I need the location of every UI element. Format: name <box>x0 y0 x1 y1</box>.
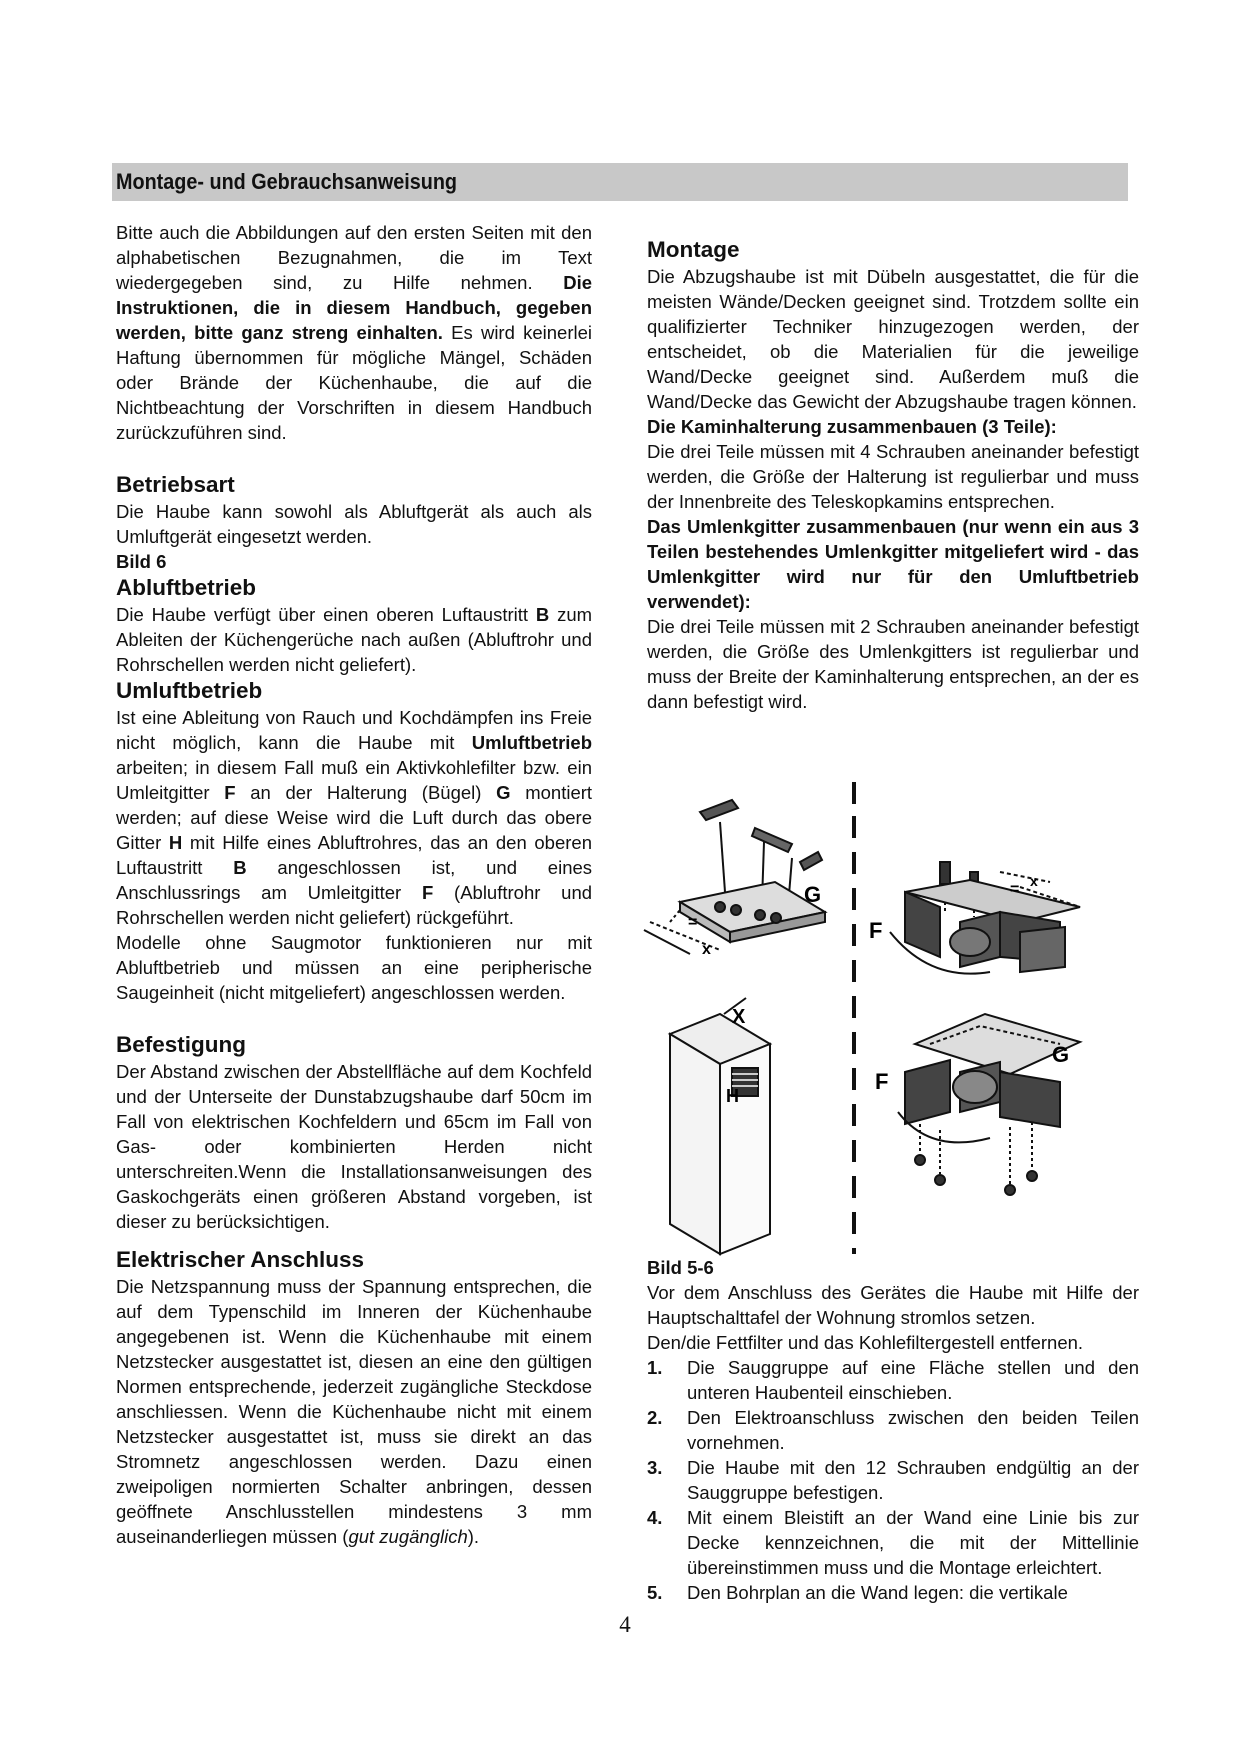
left-column <box>116 220 592 1549</box>
page-title: Montage- und Gebrauchsanweisung <box>116 169 458 194</box>
caption-bild-5-6: Bild 5-6 <box>647 1257 714 1278</box>
heading-umlenkgitter: Das Umlenkgitter zusammenbauen (nur wenn ein aus 3 Teilen bestehendes Umlenkgitter mitgeliefert wird - das Umlenkgitter wird nur für den Umluftbetrieb verwendet): <box>647 516 1139 612</box>
chimney-bracket-drawing <box>644 800 825 954</box>
caption-bild-6: Bild 6 <box>116 551 167 572</box>
step-4: 4. Mit einem Bleistift an der Wand eine Linie bis zur Decke kennzeichnen, die mit der Mittellinie übereinstimmen muss und die Montage erleichtert. <box>647 1507 1139 1578</box>
betriebsart-text: Die Haube kann sowohl als Abluftgerät als auch als Umluftgerät eingesetzt werden. <box>116 501 592 547</box>
kaminhalterung-text: Die drei Teile müssen mit 4 Schrauben aneinander befestigt werden, die Größe der Halterung ist regulierbar und muss der Innenbreite des Teleskopkamins entsprechen. <box>647 441 1139 512</box>
dimension-x-label-left: x <box>702 941 711 958</box>
heading-befestigung: Befestigung <box>116 1032 247 1057</box>
step-2: 2. Den Elektroanschluss zwischen den beiden Teilen vornehmen. <box>647 1407 1139 1453</box>
heading-elektrischer-anschluss: Elektrischer Anschluss <box>116 1247 365 1272</box>
right-column <box>647 236 1139 714</box>
dimension-x-label-right: x <box>1030 873 1038 889</box>
umlenkgitter-text: Die drei Teile müssen mit 2 Schrauben aneinander befestigt werden, die Größe des Umlenkgitters ist regulierbar und muss der Breite der Kaminhalterung entsprechen, an der es dann befestigt wird. <box>647 616 1139 712</box>
heading-montage: Montage <box>647 237 740 262</box>
heading-kaminhalterung: Die Kaminhalterung zusammenbauen (3 Teile): <box>647 416 1057 437</box>
umluftbetrieb-note: Modelle ohne Saugmotor funktionieren nur mit Abluftbetrieb und müssen an eine peripherische Saugeinheit (nicht mitgeliefert) angeschlossen werden. <box>116 932 592 1003</box>
deflector-grid-drawing-top <box>890 862 1080 974</box>
step-5: 5. Den Bohrplan an die Wand legen: die vertikale <box>647 1582 1068 1603</box>
heading-betriebsart: Betriebsart <box>116 472 235 497</box>
page-header-bar <box>112 163 1128 201</box>
bild-intro-2: Den/die Fettfilter und das Kohlefiltergestell entfernen. <box>647 1332 1084 1353</box>
label-h: H <box>726 1086 739 1106</box>
intro-paragraph: Bitte auch die Abbildungen auf den ersten Seiten mit den alphabetischen Bezugnahmen, die im Text wiedergegeben sind, zu Hilfe nehmen. Die Instruktionen, die in diesem Handbuch, gegeben werden, bitte ganz streng einhalten. Es wird keinerlei Haftung übernommen für mögliche Mängel, Schäden oder Brände der Küchenhaube, die auf die Nichtbeachtung der Vorschriften in diesem Handbuch zurückzuführen sind. <box>116 222 593 443</box>
montage-text: Die Abzugshaube ist mit Dübeln ausgestattet, die für die meisten Wände/Decken geeignet sind. Trotzdem sollte ein qualifizierter Techniker hinzugezogen werden, der entscheidet, ob die Materialien für die jeweilige Wand/Decke geeignet sind. Außerdem muß die Wand/Decke das Gewicht der Abzugshaube tragen können. <box>647 266 1139 412</box>
right-column-lower <box>647 1255 1139 1605</box>
step-3: 3. Die Haube mit den 12 Schrauben endgültig an der Sauggruppe befestigen. <box>647 1457 1139 1503</box>
befestigung-text: Der Abstand zwischen der Abstellfläche auf dem Kochfeld und der Unterseite der Dunstabzugshaube darf 50cm im Fall von elektrischen Kochfeldern und 65cm im Fall von Gas- oder kombinierten Herden nicht unterschreiten.Wenn die Installationsanweisungen des Gaskochgeräts einen größeren Abstand vorgeben, ist dieser zu berücksichtigen. <box>116 1061 592 1232</box>
bild-intro-1: Vor dem Anschluss des Gerätes die Haube mit Hilfe der Hauptschalttafel der Wohnung stromlos setzen. <box>647 1282 1139 1328</box>
chimney-drawing <box>670 998 770 1254</box>
label-g-top: G <box>804 882 822 907</box>
heading-abluftbetrieb: Abluftbetrieb <box>116 575 256 600</box>
label-f-bottom: F <box>875 1069 889 1094</box>
label-f-top: F <box>869 918 883 943</box>
elektrischer-anschluss-text: Die Netzspannung muss der Spannung entsprechen, die auf dem Typenschild im Inneren der Küchenhaube angegebenen ist. Wenn die Küchenhaube mit einem Netzstecker ausgestattet ist, diesen an eine den gültigen Normen entsprechende, jederzeit zugängliche Steckdose anschliessen. Wenn die Küchenhaube nicht mit einem Netzstecker ausgestattet ist, muss sie direkt an das Stromnetz angeschlossen werden. Dazu einen zweipoligen normierten Schalter anbringen, dessen geöffnete Anschlusstellen mindestens 3 mm auseinanderliegen müssen (gut zugänglich). <box>116 1276 592 1547</box>
equal-sign-label-left: = <box>688 914 698 931</box>
page-number: 4 <box>619 1612 631 1637</box>
heading-umluftbetrieb: Umluftbetrieb <box>116 678 263 703</box>
label-g-bottom: G <box>1052 1042 1070 1067</box>
equal-sign-label-right: = <box>1010 881 1020 898</box>
abluftbetrieb-text: Die Haube verfügt über einen oberen Luftaustritt B zum Ableiten der Küchengerüche nach außen (Abluftrohr und Rohrschellen werden nicht geliefert). <box>116 604 593 675</box>
umluftbetrieb-text: Ist eine Ableitung von Rauch und Kochdämpfen ins Freie nicht möglich, kann die Haube mit Umluftbetrieb arbeiten; in diesem Fall muß ein Aktivkohlefilter bzw. ein Umleitgitter F an der Halterung (Bügel) G montiert werden; auf diese Weise wird die Luft durch das obere Gitter H mit Hilfe eines Abluftrohres, das an den oberen Luftaustritt B angeschlossen ist, und eines Anschlussrings am Umleitgitter F (Abluftrohr und Rohrschellen werden nicht geliefert) rückgeführt. <box>116 707 593 928</box>
label-x-chimney: X <box>732 1006 746 1028</box>
assembly-diagram <box>640 782 1100 1264</box>
step-1: 1. Die Sauggruppe auf eine Fläche stellen und den unteren Haubenteil einschieben. <box>647 1357 1139 1403</box>
